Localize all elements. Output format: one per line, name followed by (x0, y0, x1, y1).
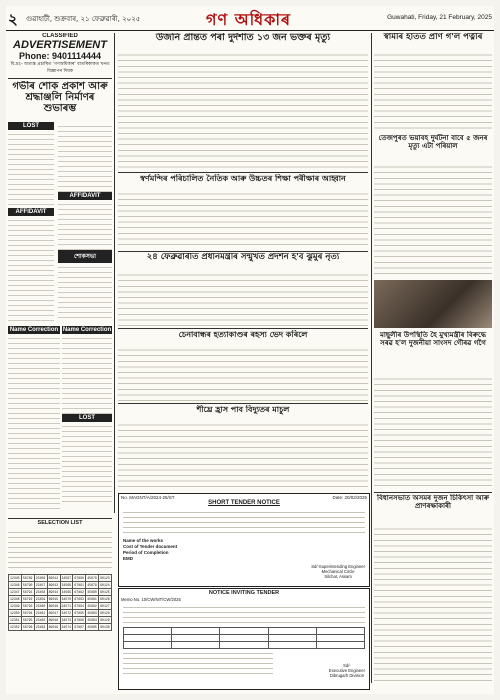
selection-cell: 12352 (10, 625, 20, 629)
mid-story-headline: স্বৰ্ণমন্দিৰ পৰিচালিত নৈতিক আৰু উচ্চতৰ শিক্ষা পৰীক্ষাৰ আহ্বান (140, 174, 346, 183)
classified-banner (8, 33, 112, 77)
right-story2-headline: তেজপুৰত ভয়াবহ দুৰ্ঘটনা বাবে ৫ জনৰ মৃত্যু এটা পৰিয়াল (378, 134, 488, 150)
selection-cell: 23458 (35, 590, 46, 594)
name-correction-block (8, 326, 60, 516)
selection-cell: 56795 (22, 618, 33, 622)
selection-cell: 12347 (10, 590, 20, 594)
right-story2-headline-block (374, 134, 492, 160)
lead-story-headline-block (118, 253, 368, 269)
nit-table (123, 627, 365, 649)
lead-story-body (118, 270, 368, 326)
notice-lost-heading: LOST (8, 122, 54, 130)
selection-cell: 90127 (100, 604, 110, 608)
right-story4-headline: বিধানসভাত অসমৰ দুজন চিকিৎসা আৰু প্ৰাণৰক্ষাকাৰী (376, 494, 490, 510)
selection-cell: 89016 (48, 604, 59, 608)
selection-cell: 90125 (100, 590, 110, 594)
shoksobha-heading: শোকসভা (58, 250, 112, 263)
right-story4-headline-block (374, 494, 492, 522)
right-story-headline: স্বামীৰ হাতত প্ৰাণ গ'ল পত্নীৰ (383, 33, 483, 42)
selection-cell: 67891 (74, 583, 84, 587)
name-correction-heading: Name Correction (9, 327, 59, 333)
lower-story-body (118, 420, 368, 490)
selection-cell: 23457 (35, 583, 46, 587)
tender-ref: No. MAGNT/A/2024-25/ST (121, 495, 175, 500)
selection-cell: 34574 (61, 625, 72, 629)
notice-column-b (58, 122, 112, 322)
classified-title: ADVERTISEMENT (13, 39, 107, 51)
left-story-headline: গভীৰ শোক প্ৰকাশ আৰু শ্ৰদ্ধাঞ্জলি নিৰ্মাণৰ শুভাৰম্ভ (12, 81, 108, 114)
selection-cell: 23463 (35, 625, 46, 629)
selection-cell: 56790 (22, 583, 33, 587)
selection-cell: 34568 (61, 583, 72, 587)
selection-cell: 67890 (74, 576, 84, 580)
right-story3-headline-block (374, 331, 492, 373)
newspaper-page (6, 6, 494, 694)
selection-row (9, 582, 112, 589)
selection-cell: 56794 (22, 611, 33, 615)
page-number: ২ (8, 10, 18, 28)
nit-notice (118, 588, 370, 690)
tender-title: SHORT TENDER NOTICE (208, 500, 280, 506)
selection-cell: 23459 (35, 597, 46, 601)
selection-cell: 23461 (35, 611, 46, 615)
mid-story-headline-block (118, 174, 368, 188)
top-story-headline: উজনি প্ৰান্তত পৰা দুৰ্দশাত ১৩ জন ভক্তৰ মৃত্যু (155, 33, 331, 43)
name-correction2-block (62, 326, 112, 516)
selection-list (8, 520, 112, 690)
right-story-body (374, 50, 492, 130)
news-photo (374, 280, 492, 328)
selection-cell: 23460 (35, 604, 46, 608)
name-correction2-heading: Name Correction (62, 327, 112, 333)
top-story-body (118, 50, 368, 170)
notice-column-a (8, 122, 54, 322)
tender-period: Period of Completion (123, 550, 169, 555)
lost2-heading: LOST (62, 414, 112, 422)
selection-cell: 12348 (10, 597, 20, 601)
masthead: গণ অধিকাৰ (206, 10, 291, 29)
page-header (6, 6, 494, 31)
selection-cell: 90123 (100, 576, 110, 580)
selection-cell: 45681 (87, 597, 97, 601)
selection-title: SELECTION LIST (37, 520, 83, 526)
selection-cell: 45683 (87, 611, 97, 615)
selection-row (9, 603, 112, 610)
selection-cell: 45679 (87, 583, 97, 587)
selection-cell: 67897 (74, 625, 84, 629)
selection-cell: 67895 (74, 611, 84, 615)
selection-cell: 45684 (87, 618, 97, 622)
right-story3-body (374, 374, 492, 489)
nit-signature: Sd/- Executive Engineer Dibrugarh Division (328, 663, 365, 678)
classified-note: বি.দ্ৰঃ- অত্যন্ত প্ৰচাৰিত 'গণঅধিকাৰ' বাতৰিকাকত খনত বিজ্ঞাপন দিয়ক (10, 62, 110, 74)
selection-cell: 67892 (74, 590, 84, 594)
selection-cell: 56792 (22, 597, 33, 601)
right-story2-body (374, 162, 492, 277)
tender-signature: Sd/-Superintending Engineer Mechanical Circle Silchar, Assam (311, 564, 365, 579)
selection-cell: 90128 (100, 611, 110, 615)
selection-cell: 34567 (61, 576, 72, 580)
selection-cell: 56791 (22, 590, 33, 594)
affidavit2-heading: AFFIDAVIT (58, 192, 112, 200)
selection-cell: 89019 (48, 625, 59, 629)
selection-cell: 89017 (48, 611, 59, 615)
date-right: Guwahati, Friday, 21 February, 2025 (387, 14, 492, 21)
selection-cell: 45680 (87, 590, 97, 594)
left-story-headline-block (8, 81, 112, 119)
selection-cell: 67896 (74, 618, 84, 622)
selection-cell: 34573 (61, 618, 72, 622)
tender-date: Date: 20/02/2025 (332, 495, 367, 500)
tender-notice (118, 493, 370, 587)
affidavit-heading: AFFIDAVIT (8, 208, 54, 216)
selection-cell: 45678 (87, 576, 97, 580)
nit-ref: Memo No. 10/CW/NIT/CW/2025 (121, 597, 181, 602)
selection-cell: 12350 (10, 611, 20, 615)
selection-row (9, 610, 112, 617)
selection-row (9, 617, 112, 624)
selection-cell: 90124 (100, 583, 110, 587)
selection-cell: 12346 (10, 583, 20, 587)
selection-cell: 12349 (10, 604, 20, 608)
selection-row (9, 596, 112, 603)
selection-cell: 67894 (74, 604, 84, 608)
selection-cell: 89015 (48, 597, 59, 601)
selection-cell: 90130 (100, 625, 110, 629)
selection-cell: 34569 (61, 590, 72, 594)
date-left: গুৱাহাটী, শুক্ৰবাৰ, ২১ ফেব্ৰুৱাৰী, ২০২৫ (26, 15, 141, 23)
selection-cell: 90126 (100, 597, 110, 601)
selection-cell: 12351 (10, 618, 20, 622)
selection-cell: 89018 (48, 618, 59, 622)
tender-emd: EMD (123, 556, 133, 561)
nit-title: NOTICE INVITING TENDER (208, 590, 280, 596)
sub-story-headline: চেনাবান্ধৰ হত্যাকাণ্ডৰ ৰহস্য ভেদ কৰিলে (178, 330, 308, 339)
selection-table (8, 574, 112, 631)
selection-cell: 56793 (22, 604, 33, 608)
right-story-headline-block (374, 33, 492, 49)
selection-cell: 56796 (22, 625, 33, 629)
classified-phone: Phone: 9401114444 (18, 51, 102, 61)
selection-cell: 89012 (48, 576, 59, 580)
selection-cell: 34570 (61, 597, 72, 601)
selection-cell: 89013 (48, 583, 59, 587)
selection-cell: 45685 (87, 625, 97, 629)
classified-label: CLASSIFIED (42, 33, 78, 39)
selection-cell: 89014 (48, 590, 59, 594)
selection-cell: 45682 (87, 604, 97, 608)
right-story3-headline: মাছুলীৰ উপস্থিতি হৈ মুখ্যমন্ত্ৰীৰ বিৰুদ্ধে সৰৱ হ'ল দুজনীয়া সাংসদ গৌৰৱ গগৈ (380, 331, 486, 347)
selection-cell: 90129 (100, 618, 110, 622)
sub-story-headline-block (118, 330, 368, 344)
tender-name-works: Name of the works (123, 538, 164, 543)
lower-story-headline-block (118, 405, 368, 419)
sub-story-body (118, 345, 368, 401)
right-story4-body (374, 524, 492, 684)
tender-cost: Cost of Tender document (123, 544, 178, 549)
selection-cell: 34572 (61, 611, 72, 615)
selection-row (9, 624, 112, 631)
selection-cell: 67893 (74, 597, 84, 601)
selection-cell: 23462 (35, 618, 46, 622)
mid-story-body (118, 189, 368, 249)
lead-story-headline: ২৪ ফেব্ৰুৱাৰীত প্ৰধানমন্ত্ৰীৰ সন্মুখত প্ৰদৰ্শন হ'ব ঝুমুৰ নৃত্য (146, 253, 340, 262)
lower-story-headline: শীঘ্ৰে হ্ৰাস পাব বিদ্যুতৰ মাচুল (196, 405, 290, 414)
selection-cell: 56789 (22, 576, 33, 580)
selection-row (9, 575, 112, 582)
selection-cell: 12345 (10, 576, 20, 580)
selection-cell: 23456 (35, 576, 46, 580)
selection-cell: 34571 (61, 604, 72, 608)
top-story-headline-block (118, 33, 368, 49)
selection-row (9, 589, 112, 596)
